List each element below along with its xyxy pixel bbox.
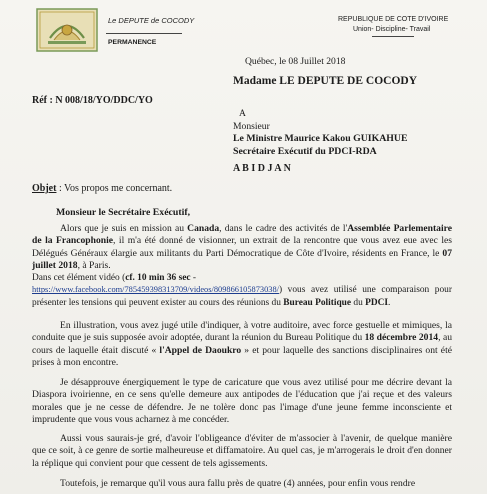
recipient-title: Monsieur — [233, 121, 270, 132]
header-right-motto: Union- Discipline- Travail — [353, 26, 431, 33]
paragraph-5: Toutefois, je remarque qu'il vous aura fallu près de quatre (4) années, pour enfin vous rendre — [60, 478, 416, 489]
recipient-role: Secrétaire Exécutif du PDCI-RDA — [233, 146, 377, 157]
video-link[interactable]: https://www.facebook.com/785459398313709/videos/809866105873038/ — [32, 285, 279, 295]
paragraph-1: Alors que je suis en mission au Canada, dans le cadre des activités de l'Assemblée Parlementaire de la Francophonie, il m'a été donné de visionner, un extrait de la rencontre que vous avez eue avec les Délégués Généraux élargie aux militants du Parti Démocratique de Côte d'Ivoire, résidents en France, le 07 juillet 2018, à Paris. — [32, 223, 452, 272]
header-left-title: Le DEPUTE de COCODY — [108, 16, 195, 25]
header-left-subtitle: PERMANENCE — [108, 39, 157, 46]
header-right-title: REPUBLIQUE DE COTE D'IVOIRE — [338, 16, 449, 23]
sender-line: Madame LE DEPUTE DE COCODY — [233, 75, 418, 87]
reference-line: Réf : N 008/18/YO/DDC/YO — [32, 95, 153, 106]
recipient-a: A — [239, 108, 246, 119]
objet-label: Objet — [32, 183, 57, 194]
paragraph-4: Aussi vous saurais-je gré, d'avoir l'obligeance d'éviter de m'associer à l'avenir, de quelque manière que ce soit, à ce genre de sortie malheureuse et diffamatoire. Au quel cas, je m'arrogerais le droit d'en donner la réplique qui convient pour que cessent de tels agissements. — [32, 433, 452, 469]
header-right-divider — [372, 36, 414, 37]
objet-text: : Vos propos me concernant. — [56, 183, 173, 194]
recipient-name: Le Ministre Maurice Kakou GUIKAHUE — [233, 133, 408, 144]
objet-line — [32, 183, 172, 194]
permanence-logo-icon — [36, 8, 98, 52]
paragraph-2: En illustration, vous avez jugé utile d'indiquer, à votre auditoire, avec force gestuelle et mimiques, la conduite que je suis supposée avoir adoptée, durant la réunion du Bureau Politique du 18 décembre 2014, au cours de laquelle était discuté « l'Appel de Daoukro » et pour laquelle des sanctions disciplinaires ont été prises à mon encontre. — [32, 320, 452, 369]
salutation: Monsieur le Secrétaire Exécutif, — [56, 207, 191, 218]
date-line: Québec, le 08 Juillet 2018 — [245, 56, 346, 67]
paragraph-1b: Dans cet élément vidéo (cf. 10 min 36 sec - https://www.facebook.com/785459398313709/videos/809866105873038/) vous avez utilisé une comparaison pour présenter les tensions qui peuvent exister au cours des réunions du Bureau Politique du PDCI. — [32, 273, 452, 308]
paragraph-3: Je désapprouve énergiquement le type de caricature que vous avez utilisé pour me décrire devant la Diaspora ivoirienne, en ce sens qu'elle demeure aux antipodes de l'éducation que j'ai reçue et des valeurs morales que je ne cesse de défendre. Je ne tolère donc pas l'image d'une jeune femme inconsciente et imprudente que vous vous acharnez à me concéder. — [32, 377, 452, 426]
header-left-divider — [106, 33, 182, 34]
recipient-city: A B I D J A N — [233, 163, 291, 174]
